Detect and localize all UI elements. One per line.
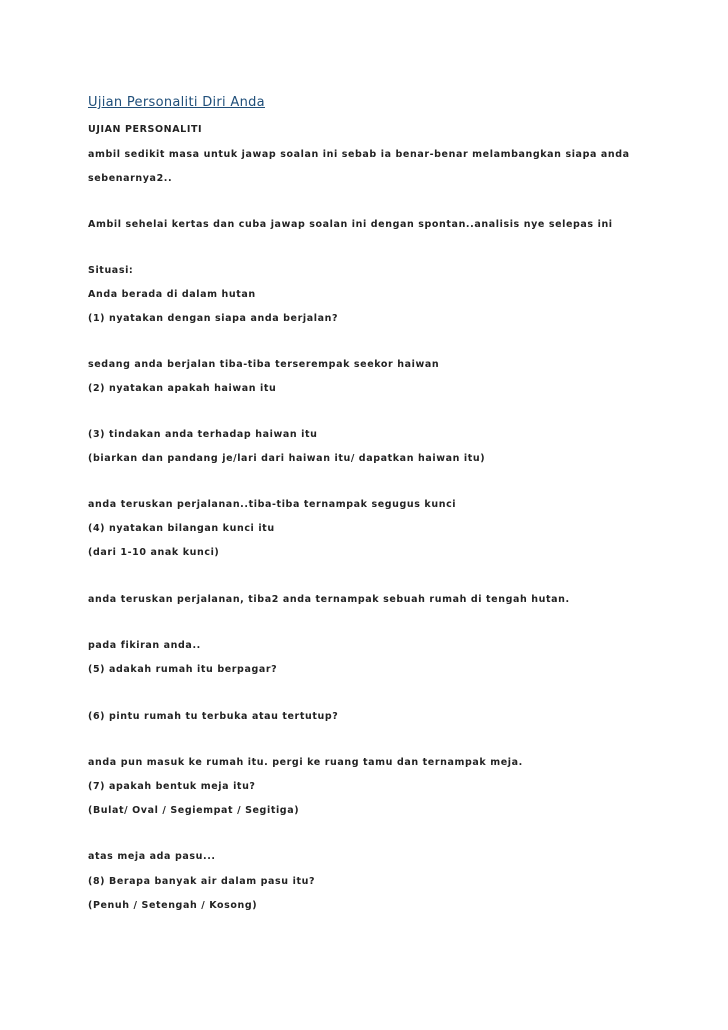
options-line: (biarkan dan pandang je/lari dari haiwan itu/ dapatkan haiwan itu) bbox=[88, 453, 486, 464]
paragraph-line: anda teruskan perjalanan..tiba-tiba ternampak segugus kunci bbox=[88, 499, 457, 510]
paragraph-line: atas meja ada pasu... bbox=[88, 851, 216, 862]
paragraph-line: anda teruskan perjalanan, tiba2 anda ternampak sebuah rumah di tengah hutan. bbox=[88, 594, 570, 605]
options-line: (dari 1-10 anak kunci) bbox=[88, 547, 220, 558]
paragraph-line: pada fikiran anda.. bbox=[88, 640, 201, 651]
question-line: (5) adakah rumah itu berpagar? bbox=[88, 664, 278, 675]
paragraph-line: Ambil sehelai kertas dan cuba jawap soalan ini dengan spontan..analisis nye selepas ini bbox=[88, 219, 613, 230]
options-line: (Penuh / Setengah / Kosong) bbox=[88, 900, 258, 911]
question-line: (4) nyatakan bilangan kunci itu bbox=[88, 523, 275, 534]
document-title-link[interactable]: Ujian Personaliti Diri Anda bbox=[88, 95, 265, 110]
heading-ujian-personaliti: UJIAN PERSONALITI bbox=[88, 124, 203, 135]
question-line: (6) pintu rumah tu terbuka atau tertutup? bbox=[88, 711, 339, 722]
paragraph-line: ambil sedikit masa untuk jawap soalan ini sebab ia benar-benar melambangkan siapa anda bbox=[88, 149, 630, 160]
question-line: (1) nyatakan dengan siapa anda berjalan? bbox=[88, 313, 339, 324]
question-line: (7) apakah bentuk meja itu? bbox=[88, 781, 256, 792]
paragraph-line: sedang anda berjalan tiba-tiba terserempak seekor haiwan bbox=[88, 359, 440, 370]
paragraph-line: sebenarnya2.. bbox=[88, 173, 173, 184]
paragraph-line: anda pun masuk ke rumah itu. pergi ke ruang tamu dan ternampak meja. bbox=[88, 757, 523, 768]
options-line: (Bulat/ Oval / Segiempat / Segitiga) bbox=[88, 805, 300, 816]
question-line: (3) tindakan anda terhadap haiwan itu bbox=[88, 429, 318, 440]
paragraph-line: Situasi: bbox=[88, 265, 134, 276]
paragraph-line: Anda berada di dalam hutan bbox=[88, 289, 256, 300]
question-line: (8) Berapa banyak air dalam pasu itu? bbox=[88, 876, 316, 887]
question-line: (2) nyatakan apakah haiwan itu bbox=[88, 383, 277, 394]
